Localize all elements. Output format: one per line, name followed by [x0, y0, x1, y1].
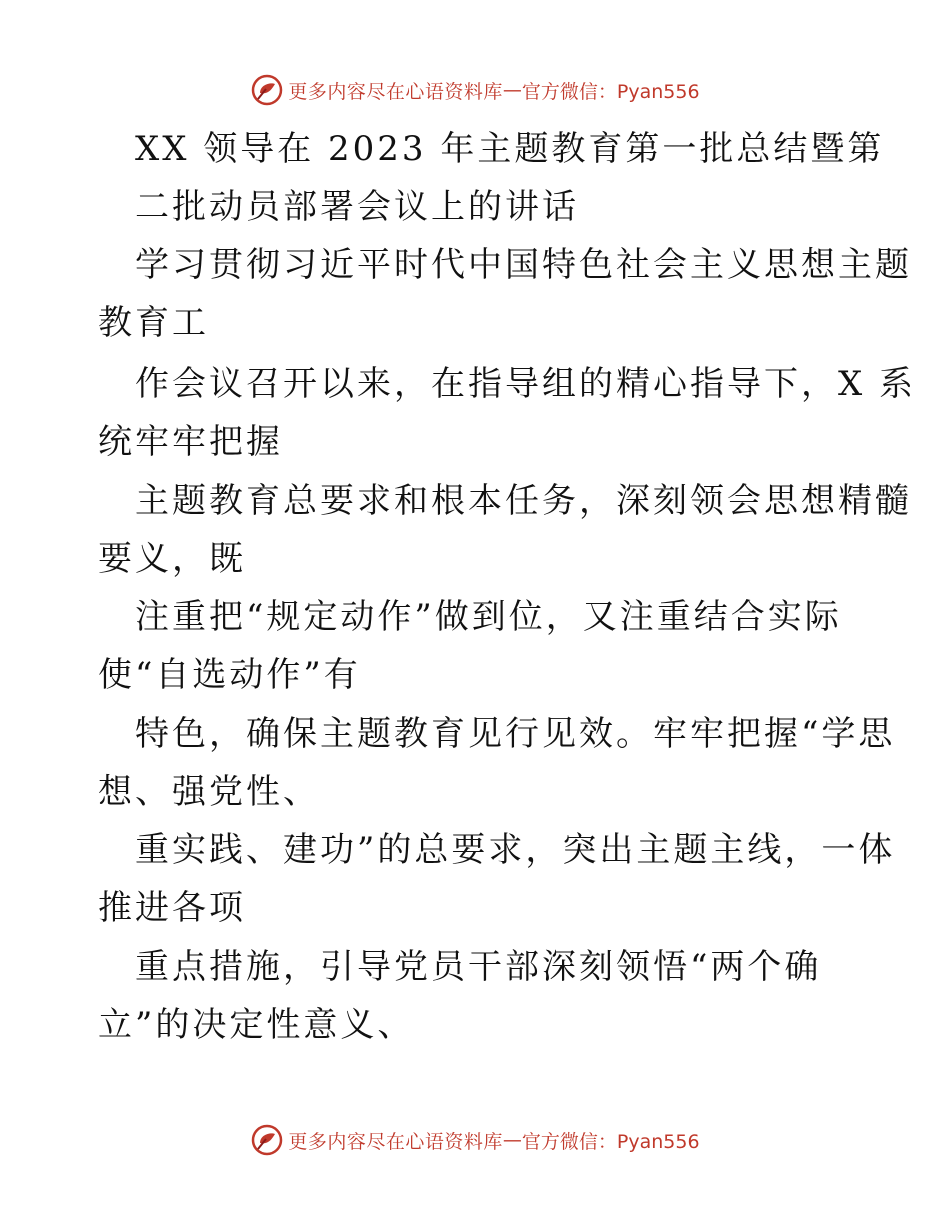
- paragraph-line: 主题教育总要求和根本任务，深刻领会思想精髓: [135, 481, 912, 521]
- watermark-brand: 更多内容尽在心语资料库: [288, 1130, 503, 1153]
- title-line-1: XX 领导在 2023 年主题教育第一批总结暨第: [135, 129, 885, 169]
- paragraph-line: 立”的决定性意义、: [98, 1005, 415, 1045]
- paragraph-line: 特色，确保主题教育见行见效。牢牢把握“学思: [135, 714, 896, 754]
- paragraph-line: 统牢牢把握: [98, 422, 283, 462]
- paragraph-line: 要义，既: [98, 539, 246, 579]
- watermark-separator: —: [502, 1129, 522, 1151]
- paragraph-line: 重点措施，引导党员干部深刻领悟“两个确: [135, 947, 822, 987]
- footer-watermark: [0, 1120, 950, 1160]
- watermark-brand: 更多内容尽在心语资料库: [288, 80, 503, 103]
- watermark-contact: 官方微信：Pyan556: [521, 80, 700, 103]
- title-line-2: 二批动员部署会议上的讲话: [135, 187, 579, 227]
- heart-leaf-logo-icon: [250, 1123, 284, 1157]
- paragraph-line: 重实践、建功”的总要求，突出主题主线，一体: [135, 830, 896, 870]
- paragraph-line: 教育工: [98, 303, 209, 343]
- paragraph-line: 学习贯彻习近平时代中国特色社会主义思想主题: [135, 245, 912, 285]
- paragraph-line: 推进各项: [98, 888, 246, 928]
- paragraph-line: 想、强党性、: [98, 772, 320, 812]
- watermark-contact: 官方微信：Pyan556: [521, 1130, 700, 1153]
- paragraph-line: 作会议召开以来，在指导组的精心指导下，X 系: [135, 364, 917, 404]
- watermark-separator: —: [502, 79, 522, 101]
- paragraph-line: 使“自选动作”有: [98, 655, 361, 695]
- paragraph-line: 注重把“规定动作”做到位，又注重结合实际: [135, 597, 842, 637]
